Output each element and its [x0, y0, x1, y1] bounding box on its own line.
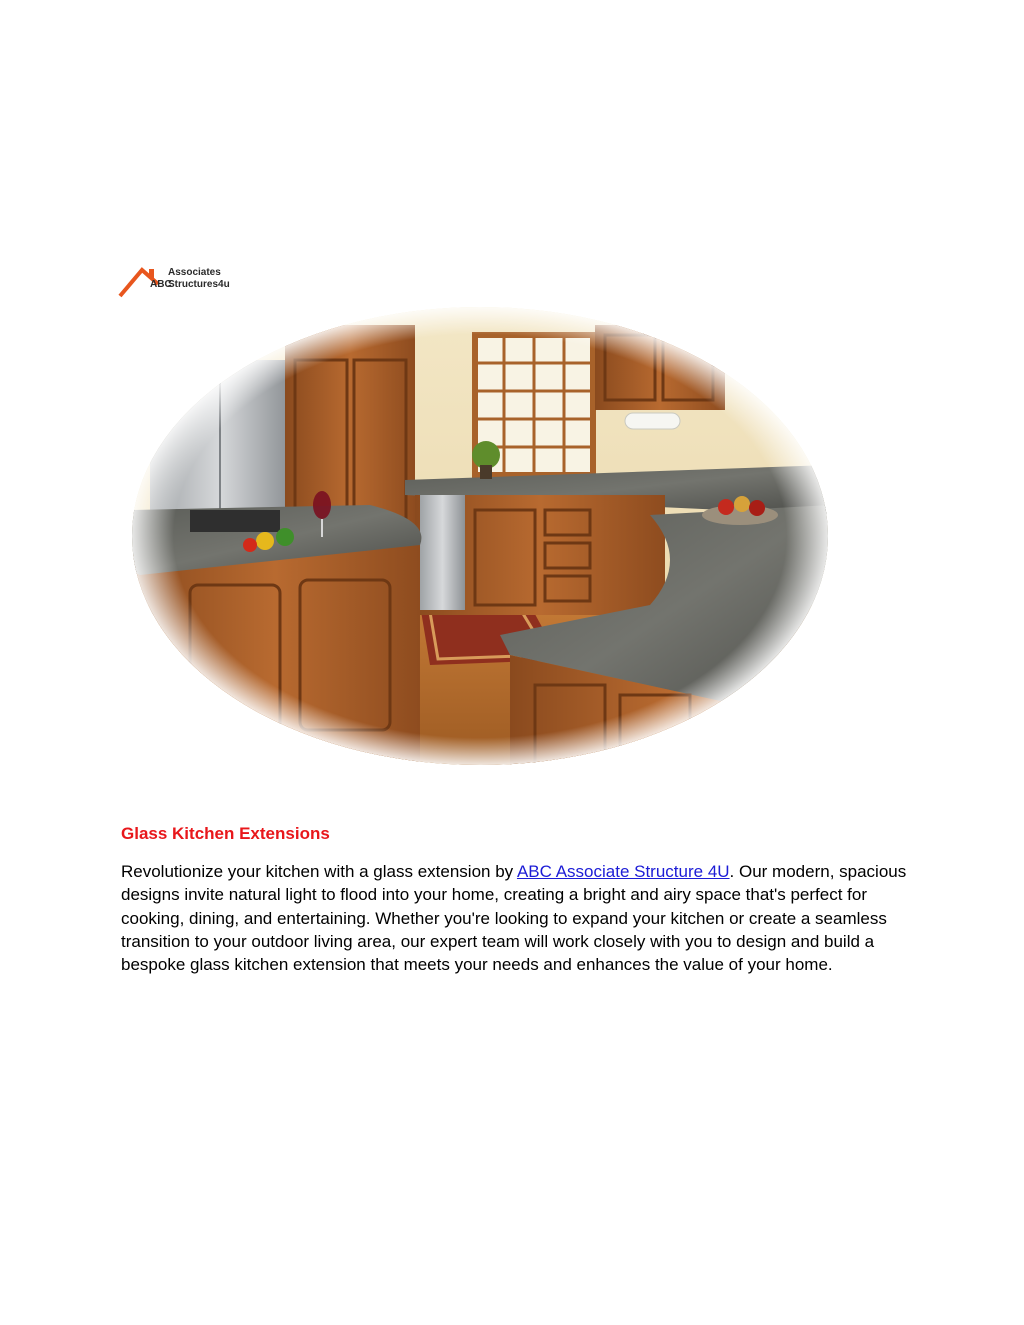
article-paragraph — [121, 860, 911, 976]
logo-line-associates: Associates — [168, 267, 221, 278]
logo-line-structures: Structures4u — [168, 279, 230, 290]
article-heading: Glass Kitchen Extensions — [121, 824, 330, 843]
article-body: . Our modern, spacious designs invite natural light to flood into your home, creating a bright and airy space that's perfect for cooking, dining, and entertaining. Whether you're looking to expand your kitchen or create a seamless transition to your outdoor living area, our expert team will work closely with you to design and build a bespoke glass kitchen extension that meets your needs and enhances the value of your home. — [121, 862, 907, 975]
article — [121, 822, 911, 976]
company-link[interactable]: ABC Associate Structure 4U — [516, 862, 730, 881]
company-logo — [118, 262, 248, 302]
kitchen-photo — [130, 305, 830, 767]
article-intro: Revolutionize your kitchen with a glass extension by — [121, 862, 517, 881]
logo-mark-abc: ABC — [150, 279, 172, 290]
